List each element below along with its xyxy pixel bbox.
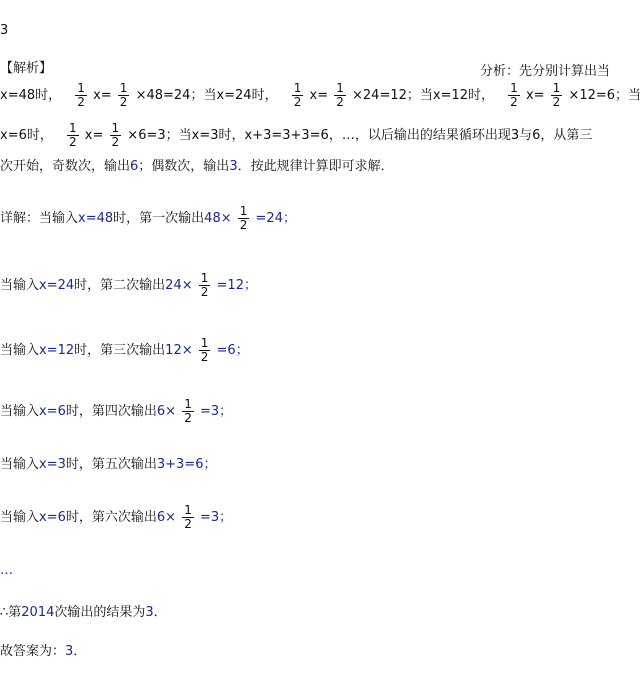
- text-segment: x=: [84, 128, 104, 143]
- detail-line: 详解：当输入x=48时，第一次输出48× $\frac{1}{2}$ =24；: [0, 204, 296, 232]
- value: 3: [229, 159, 238, 174]
- detail-line: 当输入x=12时，第三次输出12× $\frac{1}{2}$ =6；: [0, 336, 249, 364]
- fraction-half: $\frac{1}{2}$: [200, 271, 209, 299]
- text-segment: ×48=24；当x=24时，: [135, 88, 278, 103]
- text-segment: x=48时，: [0, 88, 62, 103]
- fraction-half: $\frac{1}{2}$: [77, 81, 85, 109]
- fraction-half: $\frac{1}{2}$: [69, 121, 77, 149]
- detail-line: 当输入x=3时，第五次输出3+3=6；: [0, 457, 217, 472]
- analysis-title: 分析：先分别计算出当: [479, 64, 610, 79]
- analysis-tag: 【解析】: [0, 61, 53, 76]
- text-segment: 次开始，奇数次，输出: [0, 159, 131, 174]
- text-segment: x=: [93, 88, 112, 103]
- text-segment: x=6时，: [0, 128, 53, 143]
- fraction-half: $\frac{1}{2}$: [293, 81, 302, 109]
- answer-top: 3: [0, 23, 9, 38]
- fraction-half: $\frac{1}{2}$: [119, 81, 128, 109]
- text-segment: ×12=6；当: [568, 88, 641, 103]
- fraction-half: $\frac{1}{2}$: [510, 81, 518, 109]
- analysis-line-3: [0, 158, 394, 176]
- fraction-half: $\frac{1}{2}$: [184, 503, 192, 531]
- text-segment: ；偶数次，输出: [138, 159, 230, 174]
- fraction-half: $\frac{1}{2}$: [184, 397, 192, 425]
- ellipsis: …: [0, 563, 13, 578]
- fraction-half: $\frac{1}{2}$: [336, 81, 344, 109]
- text-segment: x=: [309, 88, 329, 103]
- analysis-line-1: [0, 82, 641, 109]
- text-segment: ×24=12；当x=12时，: [352, 88, 495, 103]
- detail-line: 当输入x=6时，第六次输出6× $\frac{1}{2}$ =3；: [0, 503, 233, 531]
- final-answer: 故答案为：3．: [0, 644, 87, 659]
- text-segment: ×6=3；当x=3时，x+3=3+3=6，…，以后输出的结果循环出现3与6，从第三: [127, 128, 593, 143]
- fraction-half: $\frac{1}{2}$: [239, 204, 248, 232]
- conclusion: ∴第2014次输出的结果为3．: [0, 605, 167, 620]
- value: 6: [130, 159, 139, 174]
- text-segment: ．按此规律计算即可求解．: [237, 159, 394, 174]
- fraction-half: $\frac{1}{2}$: [111, 121, 120, 149]
- text-segment: x=: [525, 88, 545, 103]
- analysis-line-2: [0, 122, 592, 149]
- detail-line: 当输入x=6时，第四次输出6× $\frac{1}{2}$ =3；: [0, 397, 233, 425]
- fraction-half: $\frac{1}{2}$: [552, 81, 561, 109]
- detail-line: 当输入x=24时，第二次输出24× $\frac{1}{2}$ =12；: [0, 271, 257, 299]
- fraction-half: $\frac{1}{2}$: [200, 336, 209, 364]
